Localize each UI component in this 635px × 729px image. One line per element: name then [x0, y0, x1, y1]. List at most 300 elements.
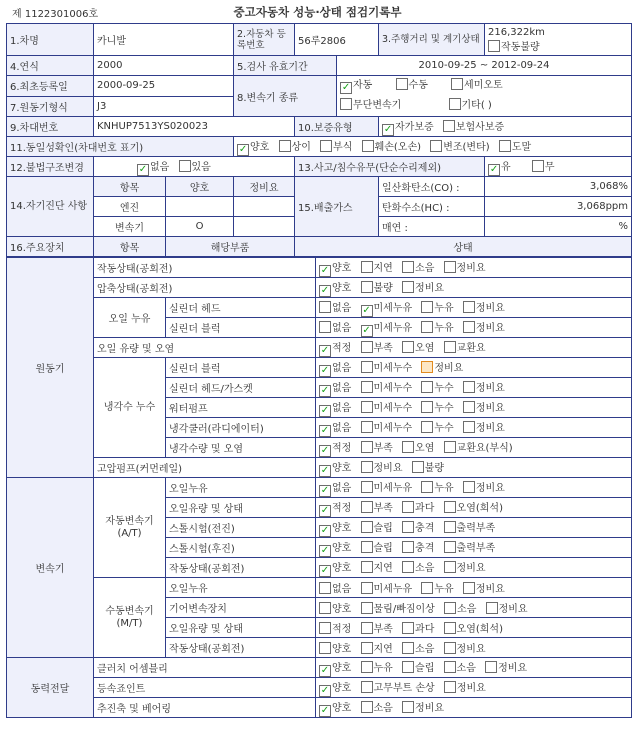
at2-opt2-checkbox[interactable]: [361, 521, 373, 533]
mt2-opt1-checkbox[interactable]: [319, 622, 331, 634]
page-title: 중고자동차 성능·상태 점검기록부: [233, 5, 402, 19]
option-label: 누유: [434, 322, 454, 334]
engine-comp-repair-checkbox[interactable]: [402, 281, 414, 293]
at-part: 오일유량 및 상태: [166, 498, 316, 518]
clutch-leak-checkbox[interactable]: [361, 661, 373, 673]
at0-opt3-checkbox[interactable]: [421, 481, 433, 493]
option-label: 적정: [332, 342, 352, 354]
option-label: 누수: [434, 422, 454, 434]
accident-flood-label: 13.사고/침수유무(단순수리제외): [295, 157, 485, 177]
trans-semi-checkbox[interactable]: [451, 78, 463, 90]
option-label: 누유: [434, 482, 454, 494]
car-name-label: 1.차명: [7, 24, 94, 56]
cool-pump-leak-checkbox[interactable]: [421, 401, 433, 413]
engine-section-title: 원동기: [7, 258, 94, 478]
model-year: 2000: [94, 56, 234, 76]
power-section-title: 동력전달: [7, 658, 94, 718]
cool-rad-none-checkbox[interactable]: [319, 425, 331, 437]
engine-op-noise-checkbox[interactable]: [402, 261, 414, 273]
option-label: 양호: [332, 562, 352, 574]
diag-col-good: 양호: [166, 177, 234, 197]
at4-opt4-checkbox[interactable]: [444, 561, 456, 573]
option-label: 자가보증: [395, 121, 434, 133]
option-label: 없음: [332, 382, 352, 394]
coolant-head-part: 실린더 헤드/가스켓: [166, 378, 316, 398]
coolant-block-part: 실린더 블럭: [166, 358, 316, 378]
illegal-none-checkbox[interactable]: [137, 164, 149, 176]
at1-opt2-checkbox[interactable]: [361, 501, 373, 513]
at-label: 자동변속기 (A/T): [94, 478, 166, 578]
option-label: 없음: [332, 482, 352, 494]
high-pressure-pump-options: [316, 458, 632, 478]
option-label: 고무부트 손상: [373, 682, 435, 694]
option-label: 정비요: [498, 662, 528, 674]
malfunction-label: 작동불량: [501, 41, 540, 53]
coolant-leak-label: 냉각수 누수: [94, 358, 166, 458]
option-label: 미세누유: [373, 322, 413, 334]
at3-opt1-checkbox[interactable]: [319, 545, 331, 557]
oil-level-low-checkbox[interactable]: [361, 341, 373, 353]
power-row-2: [7, 698, 632, 718]
option-label: 지연: [373, 262, 393, 274]
oil-block-none-checkbox[interactable]: [319, 321, 331, 333]
cool-head-leak-checkbox[interactable]: [421, 381, 433, 393]
diag-trans-repair: [234, 217, 295, 237]
option-label: 미세누유: [373, 302, 413, 314]
option-label: 정비요: [415, 702, 445, 714]
option-label: 지연: [373, 562, 393, 574]
option-label: 수동: [408, 80, 428, 91]
inspection-valid-label: 5.검사 유효기간: [234, 56, 337, 76]
option-label: 정비요: [498, 604, 528, 615]
option-label: 정비요: [456, 644, 486, 655]
oil-leak-block-options: [316, 318, 632, 338]
mt2-opt3-checkbox[interactable]: [402, 622, 414, 634]
pump-row: [7, 458, 632, 478]
row-struct: [7, 157, 632, 177]
option-label: 상이: [291, 141, 311, 153]
oil-leak-head-options: [316, 298, 632, 318]
doc-number: 제 1122301006호: [12, 9, 99, 20]
at0-opt4-checkbox[interactable]: [463, 481, 475, 493]
illegal-exists-checkbox[interactable]: [179, 160, 191, 172]
inspection-form: [0, 23, 635, 729]
option-label: 세미오토: [464, 80, 503, 91]
oil-level-ok-checkbox[interactable]: [319, 345, 331, 357]
option-label: 양호: [332, 262, 352, 274]
cool-block-repair-checkbox[interactable]: [421, 361, 433, 373]
mt1-opt1-checkbox[interactable]: [319, 602, 331, 614]
diag-engine-repair: [234, 197, 295, 217]
mt-part: 오일유량 및 상태: [166, 618, 316, 638]
option-label: 정비요: [456, 562, 486, 574]
option-label: 소음: [373, 702, 393, 714]
at4-opt1-checkbox[interactable]: [319, 565, 331, 577]
cool-level-replace-checkbox[interactable]: [444, 441, 456, 453]
cool-rad-leak-checkbox[interactable]: [421, 421, 433, 433]
at2-opt1-checkbox[interactable]: [319, 525, 331, 537]
accident-no-checkbox[interactable]: [532, 160, 544, 172]
option-label: 충격: [415, 522, 435, 534]
mt-part: 작동상태(공회전): [166, 638, 316, 658]
oil-block-leak-checkbox[interactable]: [421, 321, 433, 333]
option-label: 누수: [434, 402, 454, 414]
clutch-options: [316, 658, 632, 678]
at4-opt3-checkbox[interactable]: [402, 561, 414, 573]
engine-row-comp: [7, 278, 632, 298]
clutch-slip-checkbox[interactable]: [402, 661, 414, 673]
accident-yes-checkbox[interactable]: [488, 164, 500, 176]
option-label: 오염(희석): [456, 624, 503, 635]
option-label: 없음: [332, 422, 352, 434]
option-label: 과다: [415, 502, 435, 514]
mt1-opt2-checkbox[interactable]: [361, 602, 373, 614]
option-label: 무: [544, 161, 555, 173]
cool-head-minor-checkbox[interactable]: [361, 381, 373, 393]
row-name: [7, 24, 632, 56]
main-col-state: 상태: [295, 237, 632, 257]
option-label: 미세누수: [373, 402, 413, 414]
trans-manual-checkbox[interactable]: [396, 78, 408, 90]
hp-pump-repair-checkbox[interactable]: [361, 461, 373, 473]
option-label: 무단변속기: [353, 100, 402, 111]
option-label: 없음: [332, 302, 352, 314]
engine-comp-good-checkbox[interactable]: [319, 285, 331, 297]
clutch-good-checkbox[interactable]: [319, 665, 331, 677]
year-label: 4.연식: [7, 56, 94, 76]
identity-damage-checkbox[interactable]: [362, 140, 374, 152]
trans-cvt-checkbox[interactable]: [340, 98, 352, 110]
co-value: 3,068%: [485, 177, 632, 197]
cool-head-none-checkbox[interactable]: [319, 385, 331, 397]
diag-trans-item: 변속기: [94, 217, 166, 237]
option-label: 없음: [332, 402, 352, 414]
cool-level-dirty-checkbox[interactable]: [402, 441, 414, 453]
identity-good-checkbox[interactable]: [237, 144, 249, 156]
engine-comp-label: 압축상태(공회전): [94, 278, 316, 298]
coolant-head-options: [316, 378, 632, 398]
at0-opt1-checkbox[interactable]: [319, 485, 331, 497]
at-options: [316, 478, 632, 498]
option-label: 양호: [332, 542, 352, 554]
engine-op-delay-checkbox[interactable]: [361, 261, 373, 273]
option-label: 누유: [434, 302, 454, 314]
option-label: 부식: [333, 141, 353, 153]
mt0-opt3-checkbox[interactable]: [421, 582, 433, 594]
at-part: 스톨시험(후진): [166, 538, 316, 558]
mt-label: 수동변속기 (M/T): [94, 578, 166, 658]
clutch-repair-checkbox[interactable]: [485, 661, 497, 673]
at-part: 오일누유: [166, 478, 316, 498]
first-reg-date: 2000-09-25: [94, 76, 234, 97]
option-label: 정비요: [475, 302, 505, 314]
identity-altered-checkbox[interactable]: [430, 140, 442, 152]
main-col-item: 항목: [94, 237, 166, 257]
option-label: 부족: [373, 442, 393, 454]
driveshaft-options: [316, 698, 632, 718]
warranty-options: [379, 117, 632, 137]
row-year: [7, 56, 632, 76]
option-label: 미세누유: [373, 584, 413, 595]
option-label: 과다: [415, 624, 435, 635]
hp-pump-good-checkbox[interactable]: [319, 465, 331, 477]
at-options: [316, 498, 632, 518]
mt-part: 오일누유: [166, 578, 316, 598]
identity-label: 11.동일성확인(차대번호 표기): [7, 137, 234, 157]
hc-label: 탄화수소(HC) :: [379, 197, 485, 217]
shaft-noise-checkbox[interactable]: [361, 701, 373, 713]
cool-pump-none-checkbox[interactable]: [319, 405, 331, 417]
option-label: 적정: [332, 502, 352, 514]
hp-pump-bad-checkbox[interactable]: [412, 461, 424, 473]
mt3-opt3-checkbox[interactable]: [402, 642, 414, 654]
identity-smeared-checkbox[interactable]: [499, 140, 511, 152]
coolant-row-block: [7, 358, 632, 378]
engine-comp-bad-checkbox[interactable]: [361, 281, 373, 293]
at3-opt3-checkbox[interactable]: [402, 541, 414, 553]
option-label: 정비요: [434, 362, 464, 374]
oil-level-replace-checkbox[interactable]: [444, 341, 456, 353]
mileage: 216,322km: [488, 26, 545, 38]
oil-leak-head-part: 실린더 헤드: [166, 298, 316, 318]
option-label: 소음: [415, 262, 435, 274]
option-label: 누수: [434, 382, 454, 394]
at1-opt4-checkbox[interactable]: [444, 501, 456, 513]
engine-row-op: [7, 258, 632, 278]
oil-block-minor-checkbox[interactable]: [361, 325, 373, 337]
mt0-opt1-checkbox[interactable]: [319, 582, 331, 594]
option-label: 미세누수: [373, 422, 413, 434]
mt3-opt1-checkbox[interactable]: [319, 642, 331, 654]
option-label: 미세누유: [373, 482, 413, 494]
self-diag-label: 14.자기진단 사항: [7, 177, 94, 237]
option-label: 양호: [250, 141, 270, 153]
cv-joint-options: [316, 678, 632, 698]
coolant-radiator-part: 냉각쿨러(라디에이터): [166, 418, 316, 438]
co-label: 일산화탄소(CO) :: [379, 177, 485, 197]
diag-engine-good: [166, 197, 234, 217]
option-label: 정비요: [475, 482, 505, 494]
vin: KNHUP7513YS020023: [94, 117, 295, 137]
oil-head-leak-checkbox[interactable]: [421, 301, 433, 313]
mt1-opt3-checkbox[interactable]: [444, 602, 456, 614]
at3-opt4-checkbox[interactable]: [444, 541, 456, 553]
engine-op-label: 작동상태(공회전): [94, 258, 316, 278]
warranty-label: 10.보증유형: [295, 117, 379, 137]
oil-leak-row-head: [7, 298, 632, 318]
cool-block-none-checkbox[interactable]: [319, 365, 331, 377]
at-part: 스톨시험(전진): [166, 518, 316, 538]
vin-label: 9.차대번호: [7, 117, 94, 137]
option-label: 소음: [457, 604, 477, 615]
reg-number: 56루2806: [295, 24, 379, 56]
oil-head-none-checkbox[interactable]: [319, 301, 331, 313]
identity-options: [234, 137, 632, 157]
oil-level-row: [7, 338, 632, 358]
option-label: 지연: [373, 644, 393, 655]
option-label: 양호: [332, 662, 352, 674]
mt1-opt4-checkbox[interactable]: [486, 602, 498, 614]
cool-pump-minor-checkbox[interactable]: [361, 401, 373, 413]
coolant-level-part: 냉각수량 및 오염: [166, 438, 316, 458]
trans-auto-checkbox[interactable]: [340, 82, 352, 94]
cool-pump-repair-checkbox[interactable]: [463, 401, 475, 413]
at0-opt2-checkbox[interactable]: [361, 481, 373, 493]
option-label: 소음: [415, 644, 435, 655]
main-col-part: 해당부품: [166, 237, 295, 257]
option-label: 기타( ): [461, 100, 492, 111]
main-devices-label: 16.주요장치: [7, 237, 94, 257]
cv-joint-label: 등속죠인트: [94, 678, 316, 698]
option-label: 양호: [332, 522, 352, 534]
at2-opt3-checkbox[interactable]: [402, 521, 414, 533]
cool-block-minor-checkbox[interactable]: [361, 361, 373, 373]
illegal-mod-options: [94, 157, 295, 177]
engine-type-label: 7.원동기형식: [7, 96, 94, 117]
mt-row-0: [7, 578, 632, 598]
oil-head-minor-checkbox[interactable]: [361, 305, 373, 317]
clutch-label: 클러치 어셈블리: [94, 658, 316, 678]
self-warranty-checkbox[interactable]: [382, 124, 394, 136]
option-label: 누유: [434, 584, 454, 595]
option-label: 정비요: [373, 462, 403, 474]
option-label: 양호: [332, 282, 352, 294]
option-label: 부족: [373, 502, 393, 514]
at-part: 작동상태(공회전): [166, 558, 316, 578]
mt-options: [316, 578, 632, 598]
oil-head-repair-checkbox[interactable]: [463, 301, 475, 313]
option-label: 정비요: [475, 402, 505, 414]
power-row-0: [7, 658, 632, 678]
first-reg-label: 6.최초등록일: [7, 76, 94, 97]
inspection-valid-period: 2010-09-25 ~ 2012-09-24: [337, 56, 632, 76]
mt-part: 기어변속장치: [166, 598, 316, 618]
option-label: 정비요: [475, 382, 505, 394]
cool-level-low-checkbox[interactable]: [361, 441, 373, 453]
at1-opt3-checkbox[interactable]: [402, 501, 414, 513]
mt-options: [316, 618, 632, 638]
power-row-1: [7, 678, 632, 698]
option-label: 적정: [332, 442, 352, 454]
diag-trans-good: O: [166, 217, 234, 237]
cv-repair-checkbox[interactable]: [444, 681, 456, 693]
option-label: 적정: [332, 624, 352, 635]
option-label: 미세누수: [373, 382, 413, 394]
smoke-label: 매연 :: [379, 217, 485, 237]
mt0-opt2-checkbox[interactable]: [361, 582, 373, 594]
option-label: 오염: [415, 442, 435, 454]
mt0-opt4-checkbox[interactable]: [463, 582, 475, 594]
option-label: 정비요: [415, 282, 445, 294]
option-label: 부족: [373, 342, 393, 354]
high-pressure-pump-label: 고압펌프(커먼레일): [94, 458, 316, 478]
diag-header-row: [7, 177, 632, 197]
at4-opt2-checkbox[interactable]: [361, 561, 373, 573]
diag-col-repair: 정비요: [234, 177, 295, 197]
at3-opt2-checkbox[interactable]: [361, 541, 373, 553]
cool-level-ok-checkbox[interactable]: [319, 445, 331, 457]
identity-diff-checkbox[interactable]: [279, 140, 291, 152]
trans-section-title: 변속기: [7, 478, 94, 658]
coolant-level-options: [316, 438, 632, 458]
at-options: [316, 558, 632, 578]
option-label: 물림/빠짐이상: [373, 604, 435, 615]
option-label: 있음: [191, 161, 211, 173]
trans-other-checkbox[interactable]: [449, 98, 461, 110]
driveshaft-label: 추진축 및 베어링: [94, 698, 316, 718]
option-label: 오염(희석): [456, 502, 503, 514]
engine-op-repair-checkbox[interactable]: [444, 261, 456, 273]
option-label: 불량: [373, 282, 393, 294]
option-label: 불량: [424, 462, 445, 474]
mt3-opt4-checkbox[interactable]: [444, 642, 456, 654]
option-label: 부족: [373, 624, 393, 635]
option-label: 도말: [511, 141, 532, 153]
trans-type-label: 8.변속기 종류: [234, 76, 337, 117]
option-label: 충격: [415, 542, 435, 554]
reg-label: 2.자동차 등록번호: [234, 24, 295, 56]
shaft-good-checkbox[interactable]: [319, 705, 331, 717]
option-label: 양호: [332, 682, 352, 694]
engine-op-good-checkbox[interactable]: [319, 265, 331, 277]
engine-comp-options: [316, 278, 632, 298]
option-label: 오염: [415, 342, 435, 354]
cv-good-checkbox[interactable]: [319, 685, 331, 697]
option-label: 출력부족: [456, 522, 496, 534]
mt-options: [316, 598, 632, 618]
clutch-noise-checkbox[interactable]: [444, 661, 456, 673]
option-label: 정비요: [456, 262, 486, 274]
option-label: 없음: [332, 322, 352, 334]
cool-rad-minor-checkbox[interactable]: [361, 421, 373, 433]
oil-level-dirty-checkbox[interactable]: [402, 341, 414, 353]
option-label: 양호: [332, 644, 352, 655]
illegal-mod-label: 12.불법구조변경: [7, 157, 94, 177]
option-label: 자동: [353, 80, 373, 91]
main-devices-header: [7, 237, 632, 257]
identity-corrosion-checkbox[interactable]: [320, 140, 332, 152]
option-label: 슬립: [373, 542, 393, 554]
option-label: 슬립: [415, 662, 435, 674]
accident-flood-options: [485, 157, 632, 177]
engine-op-options: [316, 258, 632, 278]
option-label: 슬립: [373, 522, 393, 534]
mt3-opt2-checkbox[interactable]: [361, 642, 373, 654]
mt2-opt2-checkbox[interactable]: [361, 622, 373, 634]
insurer-warranty-checkbox[interactable]: [443, 120, 455, 132]
option-label: 보험사보증: [455, 121, 505, 133]
at-options: [316, 538, 632, 558]
option-label: 없음: [150, 161, 170, 173]
option-label: 양호: [332, 462, 352, 474]
row-first-reg: [7, 76, 632, 97]
cool-head-repair-checkbox[interactable]: [463, 381, 475, 393]
at1-opt1-checkbox[interactable]: [319, 505, 331, 517]
diag-engine-item: 엔진: [94, 197, 166, 217]
diag-col-item: 항목: [94, 177, 166, 197]
coolant-radiator-options: [316, 418, 632, 438]
mileage-cell: [485, 24, 632, 56]
shaft-repair-checkbox[interactable]: [402, 701, 414, 713]
option-label: 교환요: [456, 342, 486, 354]
mt2-opt4-checkbox[interactable]: [444, 622, 456, 634]
hc-value: 3,068ppm: [485, 197, 632, 217]
malfunction-checkbox[interactable]: [488, 40, 500, 52]
oil-block-repair-checkbox[interactable]: [463, 321, 475, 333]
cool-rad-repair-checkbox[interactable]: [463, 421, 475, 433]
at2-opt4-checkbox[interactable]: [444, 521, 456, 533]
cv-boot-checkbox[interactable]: [361, 681, 373, 693]
